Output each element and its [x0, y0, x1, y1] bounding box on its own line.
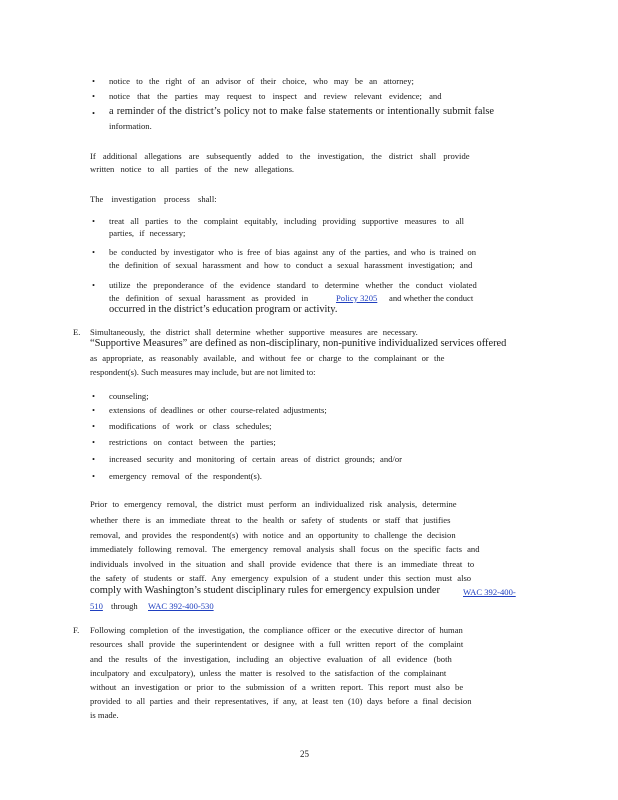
bullet-marker: • — [92, 471, 96, 481]
section-f-line: resources shall provide the superintendent or designee with a full written report of the complaint — [90, 639, 464, 649]
policy-3205-link[interactable]: Policy 3205 — [336, 293, 378, 303]
section-f-line: inculpatory and exculpatory), unless the matter is resolved to the satisfaction of the complainant — [90, 668, 447, 678]
bullet-text: information. — [109, 121, 152, 131]
bullet-text: be conducted by investigator who is free of bias against any of the parties, and who is trained on — [109, 247, 477, 257]
bullet-marker: • — [92, 391, 96, 401]
emergency-line: the safety of students or staff. Any emergency expulsion of a student under this section must also — [90, 573, 472, 583]
emergency-line: removal, and provides the respondent(s) with notice and an opportunity to challenge the decision — [90, 530, 456, 540]
bullet-text: notice that the parties may request to inspect and review relevant evidence; and — [109, 91, 442, 101]
section-f-line: and the results of the investigation, including an objective evaluation of all evidence (both — [90, 654, 452, 664]
section-f-line: provided to all parties and their representatives, if any, at least ten (10) days before a final decision — [90, 696, 472, 706]
emergency-line: immediately following removal. The emergency removal analysis shall focus on the specific facts and — [90, 544, 480, 554]
emergency-line: comply with Washington’s student disciplinary rules for emergency expulsion under — [90, 585, 440, 596]
bullet-marker: • — [92, 405, 96, 415]
bullet-marker: • — [92, 454, 96, 464]
bullet-marker: • — [92, 216, 96, 226]
wac-392-400-510-link[interactable]: 510 — [90, 601, 103, 611]
paragraph-line: written notice to all parties of the new allegations. — [90, 164, 295, 174]
process-heading: The investigation process shall: — [90, 194, 217, 204]
bullet-marker: • — [92, 421, 96, 431]
emergency-line: individuals involved in the situation and shall provide evidence that there is an immediate threat to — [90, 559, 475, 569]
section-letter: E. — [73, 327, 81, 337]
section-letter: F. — [73, 625, 80, 635]
bullet-text: parties, if necessary; — [109, 228, 186, 238]
measure-item: modifications of work or class schedules; — [109, 421, 272, 431]
measure-item: extensions of deadlines or other course-related adjustments; — [109, 405, 327, 415]
wac-392-400-510-link[interactable]: WAC 392-400- — [463, 587, 516, 597]
bullet-marker: • — [92, 76, 96, 86]
emergency-line: through — [111, 601, 138, 611]
measure-item: increased security and monitoring of certain areas of district grounds; and/or — [109, 454, 402, 464]
bullet-text: notice to the right of an advisor of their choice, who may be an attorney; — [109, 76, 414, 86]
emergency-line: Prior to emergency removal, the district must perform an individualized risk analysis, determine — [90, 499, 457, 509]
wac-392-400-530-link[interactable]: WAC 392-400-530 — [148, 601, 214, 611]
section-e-line: “Supportive Measures” are defined as non-disciplinary, non-punitive individualized services offered — [90, 338, 507, 349]
section-f-line: Following completion of the investigation, the compliance officer or the executive director of human — [90, 625, 463, 635]
emergency-line: whether there is an immediate threat to the health or safety of students or staff that justifies — [90, 515, 451, 525]
bullet-marker: • — [92, 280, 96, 290]
bullet-marker: • — [92, 108, 96, 118]
measure-item: emergency removal of the respondent(s). — [109, 471, 262, 481]
section-f-line: without an investigation or prior to the submission of a written report. This report must also be — [90, 682, 464, 692]
page-number: 25 — [300, 749, 309, 759]
measure-item: counseling; — [109, 391, 149, 401]
section-e-line: as appropriate, as reasonably available, and without fee or charge to the complainant or the — [90, 353, 445, 363]
bullet-text: utilize the preponderance of the evidence standard to determine whether the conduct violated — [109, 280, 477, 290]
bullet-text: the definition of sexual harassment and how to conduct a sexual harassment investigation; and — [109, 260, 473, 270]
bullet-marker: • — [92, 91, 96, 101]
bullet-text: occurred in the district’s education program or activity. — [109, 304, 338, 315]
bullet-text: a reminder of the district’s policy not to make false statements or intentionally submit false — [109, 106, 495, 117]
bullet-text: the definition of sexual harassment as provided in — [109, 293, 309, 303]
section-e-line: Simultaneously, the district shall determine whether supportive measures are necessary. — [90, 327, 418, 337]
bullet-marker: • — [92, 437, 96, 447]
bullet-marker: • — [92, 247, 96, 257]
section-e-line: respondent(s). Such measures may include, but are not limited to: — [90, 367, 316, 377]
measure-item: restrictions on contact between the parties; — [109, 437, 276, 447]
paragraph-line: If additional allegations are subsequently added to the investigation, the district shall provide — [90, 151, 470, 161]
section-f-line: is made. — [90, 710, 119, 720]
bullet-text: treat all parties to the complaint equitably, including providing supportive measures to all — [109, 216, 465, 226]
bullet-text: and whether the conduct — [389, 293, 474, 303]
